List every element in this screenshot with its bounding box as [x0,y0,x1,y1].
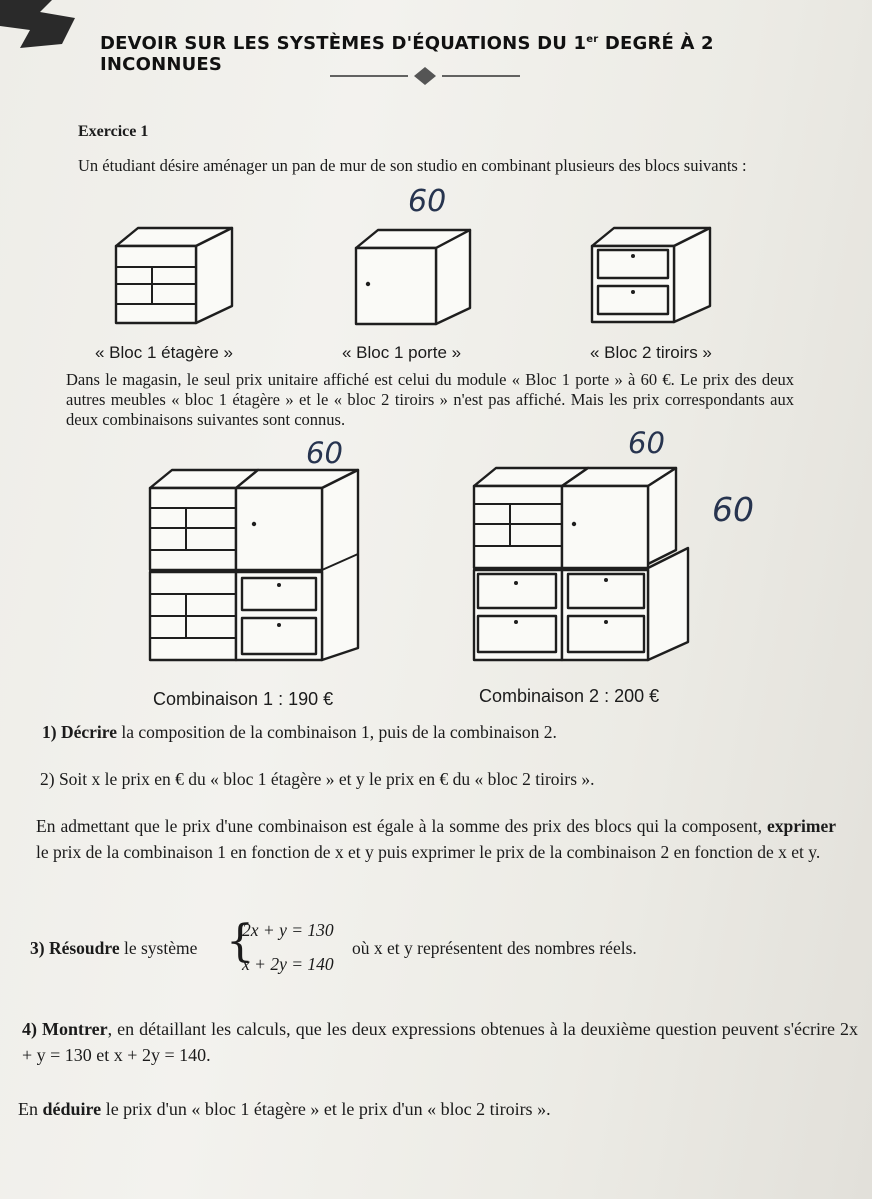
caption-bloc-tiroirs: « Bloc 2 tiroirs » [590,343,712,362]
exercise-intro: Un étudiant désire aménager un pan de mur de son studio en combinant plusieurs des blocs suivants : [78,156,747,175]
exercise-title: Exercice 1 [78,123,149,140]
question-5: En déduire le prix d'un « bloc 1 étagère » et le prix d'un « bloc 2 tiroirs ». [18,1099,551,1119]
bloc-porte-illustration [352,226,476,326]
handwritten-note: 60 [712,490,754,529]
question-2: 2) Soit x le prix en € du « bloc 1 étagère » et y le prix en € du « bloc 2 tiroirs ». [40,769,595,789]
handwritten-note: 60 [306,436,343,470]
page-title: DEVOIR SUR LES SYSTÈMES D'ÉQUATIONS DU 1er DEGRÉ À 2 INCONNUES [100,33,714,75]
store-description: Dans le magasin, le seul prix unitaire affiché est celui du module « Bloc 1 porte » à 60 €. Le prix des deux autres meubles « bloc 1 étagère » et le « bloc 2 tiroirs » n'est pas affiché. Mais les prix correspondants aux deux combinaisons suivantes sont connus. [66,370,794,429]
title-divider [330,64,520,88]
system-equation-1: 2x + y = 130 [242,920,334,940]
question-4: 4) Montrer, en détaillant les calculs, que les deux expressions obtenues à la deuxième question peuvent s'écrire 2x + y = 130 et x + 2y = 140. [22,1019,858,1065]
system-equation-2: x + 2y = 140 [242,954,334,974]
question-3-end: où x et y représentent des nombres réels. [352,938,637,958]
combinaison-2-illustration [470,464,692,664]
question-3-label: 3) Résoudre le système [30,938,198,958]
combinaison-1-illustration [146,466,366,664]
caption-combinaison-1: Combinaison 1 : 190 € [153,689,334,709]
handwritten-note: 60 [628,426,665,460]
question-2-detail: En admettant que le prix d'une combinaison est égale à la somme des prix des blocs qui la composent, exprimer le prix de la combinaison 1 en fonction de x et y puis exprimer le prix de la combinaison 2 en fonction de x et y. [36,816,836,862]
caption-bloc-etagere: « Bloc 1 étagère » [95,343,233,362]
caption-combinaison-2: Combinaison 2 : 200 € [479,686,660,706]
bloc-tiroirs-illustration [588,224,714,326]
system-brace: { [226,916,254,967]
question-3 [30,918,850,980]
handwritten-note: 60 [408,184,447,219]
caption-bloc-porte: « Bloc 1 porte » [342,343,462,362]
corner-logo-icon [0,0,80,50]
bloc-etagere-illustration [112,224,236,324]
question-1: 1) Décrire la composition de la combinaison 1, puis de la combinaison 2. [42,722,557,742]
